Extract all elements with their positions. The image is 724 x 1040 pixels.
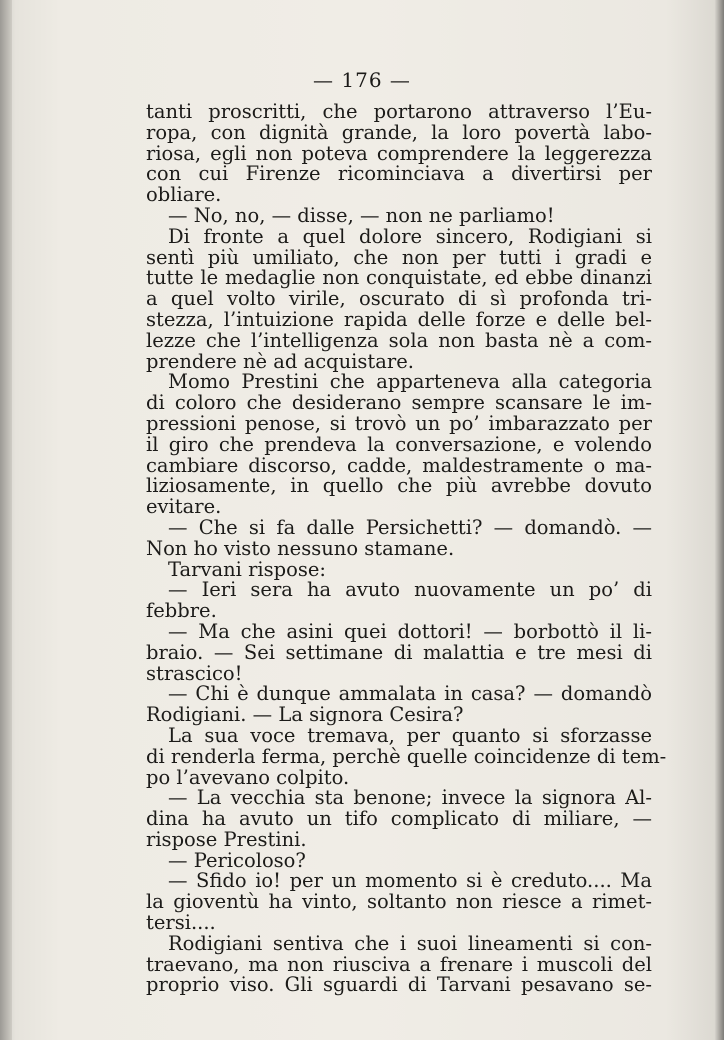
page-edge-shadow bbox=[714, 0, 724, 1040]
text-line: Di fronte a quel dolore sincero, Rodigiani si bbox=[168, 224, 652, 248]
text-line: Tarvani rispose: bbox=[168, 557, 326, 581]
body-text bbox=[146, 100, 667, 997]
page-number: — 176 — bbox=[313, 68, 411, 92]
text-line: — Pericoloso? bbox=[168, 848, 306, 872]
text-line: di coloro che desiderano sempre scansare le im- bbox=[146, 391, 652, 415]
text-line: cambiare discorso, cadde, maldestramente o ma- bbox=[146, 453, 652, 477]
text-line: — No, no, — disse, — non ne parliamo! bbox=[168, 203, 555, 227]
text-line: — Che si fa dalle Persichetti? — domandò. — bbox=[168, 515, 652, 539]
text-line: Rodigiani sentiva che i suoi lineamenti si con- bbox=[168, 931, 652, 955]
text-line: — Ieri sera ha avuto nuovamente un po’ di bbox=[168, 578, 652, 602]
text-line: ropa, con dignità grande, la loro povertà labo- bbox=[146, 120, 652, 144]
book-spine-shadow bbox=[0, 0, 12, 1040]
text-line: dina ha avuto un tifo complicato di miliare, — bbox=[146, 807, 652, 831]
text-line: lezze che l’intelligenza sola non basta nè a com- bbox=[146, 328, 652, 352]
text-line: Rodigiani. — La signora Cesira? bbox=[146, 703, 464, 727]
text-line: prendere nè ad acquistare. bbox=[146, 349, 414, 373]
text-line: traevano, ma non riusciva a frenare i muscoli del bbox=[146, 952, 652, 976]
text-line: stezza, l’intuizione rapida delle forze e delle bel- bbox=[146, 307, 652, 331]
text-line: febbre. bbox=[146, 599, 217, 623]
text-line: a quel volto virile, oscurato di sì profonda tri- bbox=[146, 287, 652, 311]
text-line: tersi.... bbox=[146, 911, 216, 935]
text-line: liziosamente, in quello che più avrebbe dovuto bbox=[146, 474, 652, 498]
text-line: proprio viso. Gli sguardi di Tarvani pesavano se- bbox=[146, 973, 652, 997]
text-line: pressioni penose, si trovò un po’ imbarazzato per bbox=[146, 411, 652, 435]
text-line: con cui Firenze ricominciava a divertirsi per bbox=[146, 162, 652, 186]
text-line: Momo Prestini che apparteneva alla categoria bbox=[168, 370, 652, 394]
text-line: — La vecchia sta benone; invece la signora Al- bbox=[168, 786, 652, 810]
text-line: riosa, egli non poteva comprendere la leggerezza bbox=[146, 141, 652, 165]
text-line: — Chi è dunque ammalata in casa? — domandò bbox=[168, 682, 652, 706]
text-line: — Sfido io! per un momento si è creduto.... Ma bbox=[168, 869, 652, 893]
text-line: tanti proscritti, che portarono attraverso l’Eu- bbox=[146, 100, 652, 123]
text-line: tutte le medaglie non conquistate, ed ebbe dinanzi bbox=[146, 266, 652, 290]
text-line: rispose Prestini. bbox=[146, 827, 307, 851]
text-line: braio. — Sei settimane di malattia e tre mesi di bbox=[146, 640, 652, 664]
text-line: obliare. bbox=[146, 183, 222, 207]
text-line: strascico! bbox=[146, 661, 243, 685]
text-line: il giro che prendeva la conversazione, e volendo bbox=[146, 432, 652, 456]
text-line: sentì più umiliato, che non per tutti i gradi e bbox=[146, 245, 652, 269]
text-line: evitare. bbox=[146, 495, 222, 519]
text-line: — Ma che asini quei dottori! — borbottò il li- bbox=[168, 619, 652, 643]
text-line: po l’avevano colpito. bbox=[146, 765, 350, 789]
text-line: di renderla ferma, perchè quelle coincidenze di tem- bbox=[146, 744, 667, 768]
text-line: Non ho visto nessuno stamane. bbox=[146, 536, 455, 560]
text-line: la gioventù ha vinto, soltanto non riesce a rimet- bbox=[146, 890, 652, 914]
text-line: La sua voce tremava, per quanto si sforzasse bbox=[168, 723, 652, 747]
